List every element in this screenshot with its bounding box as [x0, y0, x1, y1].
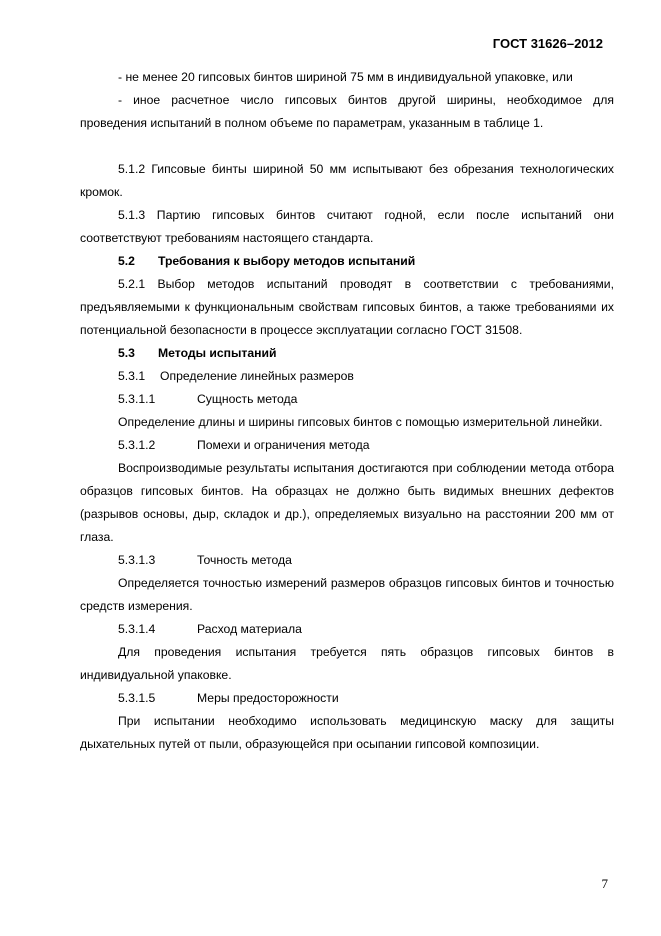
paragraph: Определение длины и ширины гипсовых бинтов с помощью измерительной линейки.	[118, 415, 603, 429]
paragraph: - иное расчетное число гипсовых бинтов другой ширины, необходимое для проведения испытаний в полном объеме по параметрам, указанным в таблице 1.	[80, 93, 614, 130]
section-title: Методы испытаний	[158, 346, 277, 360]
subsection-number: 5.3.1.3	[118, 553, 156, 567]
section-number: 5.2	[118, 254, 135, 268]
section-heading	[80, 342, 614, 365]
page-number: 7	[601, 876, 608, 891]
subsection-number: 5.3.1	[118, 369, 146, 383]
subsection-title: Точность метода	[197, 553, 292, 567]
subsection-heading	[80, 365, 614, 388]
spacer	[80, 135, 614, 158]
subsection-number: 5.3.1.5	[118, 691, 156, 705]
paragraph: Воспроизводимые результаты испытания достигаются при соблюдении метода отбора образцов гипсовых бинтов. На образцах не должно быть видимых внешних дефектов (разрывов основы, дыр, складок и др.), определяемых визуально на расстоянии 200 мм от глаза.	[80, 461, 614, 544]
subsection-title: Расход материала	[197, 622, 302, 636]
section-title: Требования к выбору методов испытаний	[158, 254, 416, 268]
paragraph: Для проведения испытания требуется пять образцов гипсовых бинтов в индивидуальной упаковке.	[80, 645, 614, 682]
subsection-number: 5.3.1.1	[118, 392, 156, 406]
document-body	[80, 66, 614, 756]
paragraph: Определяется точностью измерений размеров образцов гипсовых бинтов и точностью средств измерения.	[80, 576, 614, 613]
paragraph: 5.2.1 Выбор методов испытаний проводят в соответствии с требованиями, предъявляемыми к функциональным свойствам гипсовых бинтов, а также требованиями их потенциальной безопасности в процессе эксплуатации согласно ГОСТ 31508.	[80, 277, 614, 337]
section-number: 5.3	[118, 346, 135, 360]
subsection-title: Определение линейных размеров	[160, 369, 354, 383]
section-heading	[80, 250, 614, 273]
subsection-heading	[80, 388, 614, 411]
subsection-number: 5.3.1.2	[118, 438, 156, 452]
subsection-title: Меры предосторожности	[197, 691, 339, 705]
paragraph: При испытании необходимо использовать медицинскую маску для защиты дыхательных путей от пыли, образующейся при осыпании гипсовой композиции.	[80, 714, 614, 751]
paragraph: 5.1.2 Гипсовые бинты шириной 50 мм испытывают без обрезания технологических кромок.	[80, 162, 614, 199]
subsection-heading	[80, 549, 614, 572]
subsection-heading	[80, 618, 614, 641]
subsection-number: 5.3.1.4	[118, 622, 156, 636]
subsection-title: Сущность метода	[197, 392, 298, 406]
document-header: ГОСТ 31626–2012	[492, 36, 603, 51]
subsection-title: Помехи и ограничения метода	[197, 438, 370, 452]
paragraph: 5.1.3 Партию гипсовых бинтов считают годной, если после испытаний они соответствуют требованиям настоящего стандарта.	[80, 208, 614, 245]
paragraph: - не менее 20 гипсовых бинтов шириной 75 мм в индивидуальной упаковке, или	[118, 70, 573, 84]
subsection-heading	[80, 687, 614, 710]
subsection-heading	[80, 434, 614, 457]
